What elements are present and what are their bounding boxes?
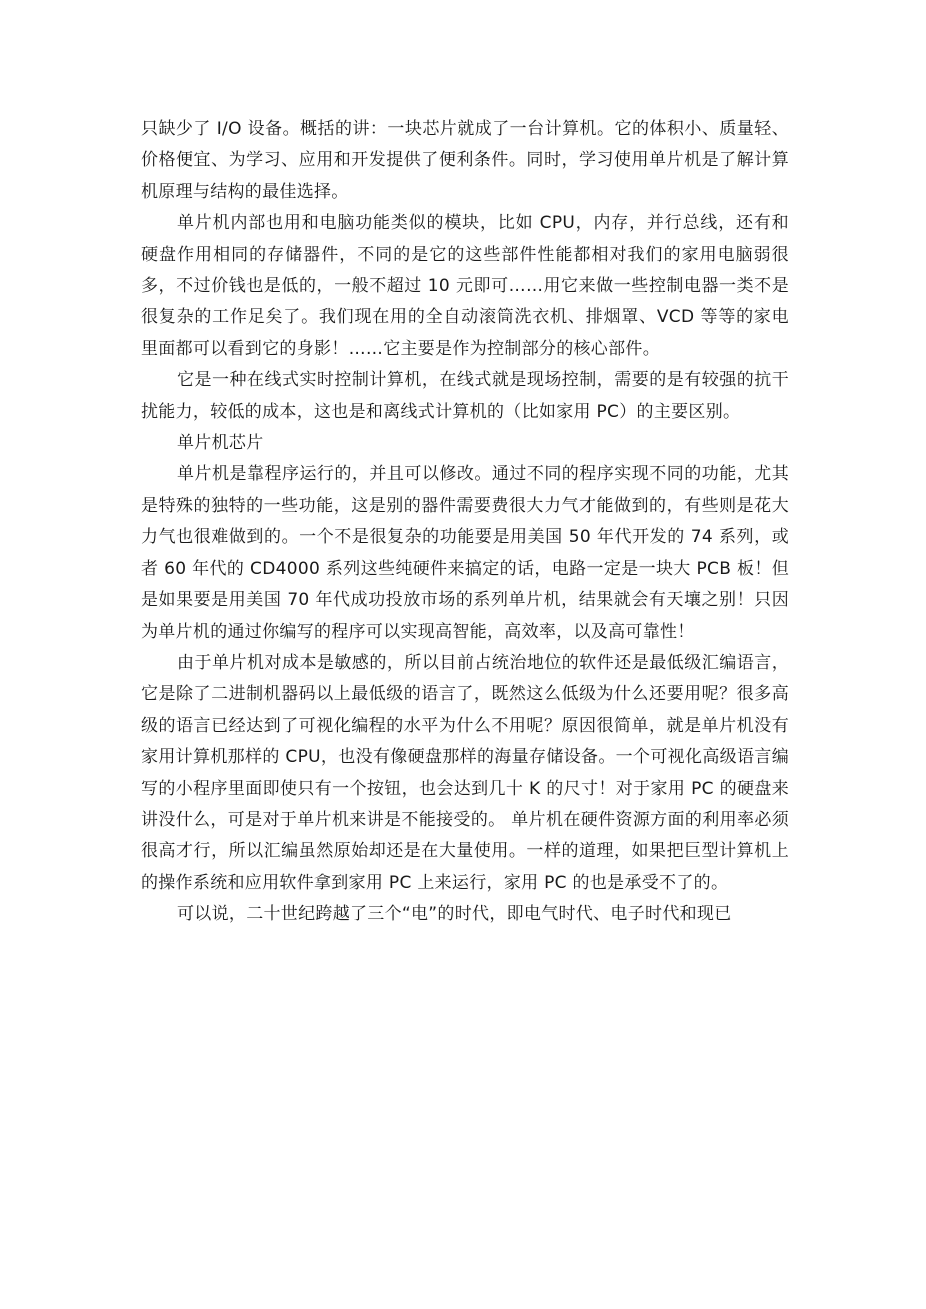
paragraph-three-eras: 可以说，二十世纪跨越了三个“电”的时代，即电气时代、电子时代和现已 — [177, 904, 732, 925]
paragraph-program-driven: 单片机是靠程序运行的，并且可以修改。通过不同的程序实现不同的功能，尤其是特殊的独特的一些功能，这是别的器件需要费很大力气才能做到的，有些则是花大力气也很难做到的。一个不是很复杂的功能要是用美国 50 年代开发的 74 系列，或者 60 年代的 CD4000 系列这些纯硬件来搞定的话，电路一定是一块大 PCB 板！但是如果要是用美国 70 年代成功投放市场的系列单片机，结果就会有天壤之别！只因为单片机的通过你编写的程序可以实现高智能，高效率，以及高可靠性！ — [141, 464, 789, 642]
paragraph-assembly-language: 由于单片机对成本是敏感的，所以目前占统治地位的软件还是最低级汇编语言，它是除了二进制机器码以上最低级的语言了，既然这么低级为什么还要用呢？很多高级的语言已经达到了可视化编程的水平为什么不用呢？原因很简单，就是单片机没有家用计算机那样的 CPU，也没有像硬盘那样的海量存储设备。一个可视化高级语言编写的小程序里面即使只有一个按钮，也会达到几十 K 的尺寸！对于家用 PC 的硬盘来讲没什么，可是对于单片机来讲是不能接受的。 单片机在硬件资源方面的利用率必须很高才行，所以汇编虽然原始却还是在大量使用。一样的道理，如果把巨型计算机上的操作系统和应用软件拿到家用 PC 上来运行，家用 PC 的也是承受不了的。 — [141, 652, 789, 893]
paragraph-online-control: 它是一种在线式实时控制计算机，在线式就是现场控制，需要的是有较强的抗干扰能力，较低的成本，这也是和离线式计算机的（比如家用 PC）的主要区别。 — [141, 370, 789, 422]
paragraph-io-intro: 只缺少了 I/O 设备。概括的讲：一块芯片就成了一台计算机。它的体积小、质量轻、价格便宜、为学习、应用和开发提供了便利条件。同时，学习使用单片机是了解计算机原理与结构的最佳选择。 — [141, 119, 789, 202]
section-heading-chip: 单片机芯片 — [177, 433, 264, 454]
paragraph-internal-modules: 单片机内部也用和电脑功能类似的模块，比如 CPU，内存，并行总线，还有和硬盘作用相同的存储器件，不同的是它的这些部件性能都相对我们的家用电脑弱很多，不过价钱也是低的，一般不超过 10 元即可……用它来做一些控制电器一类不是很复杂的工作足矣了。我们现在用的全自动滚筒洗衣机、排烟罩、VCD 等等的家电里面都可以看到它的身影！……它主要是作为控制部分的核心部件。 — [141, 213, 789, 359]
document-body — [141, 114, 789, 931]
